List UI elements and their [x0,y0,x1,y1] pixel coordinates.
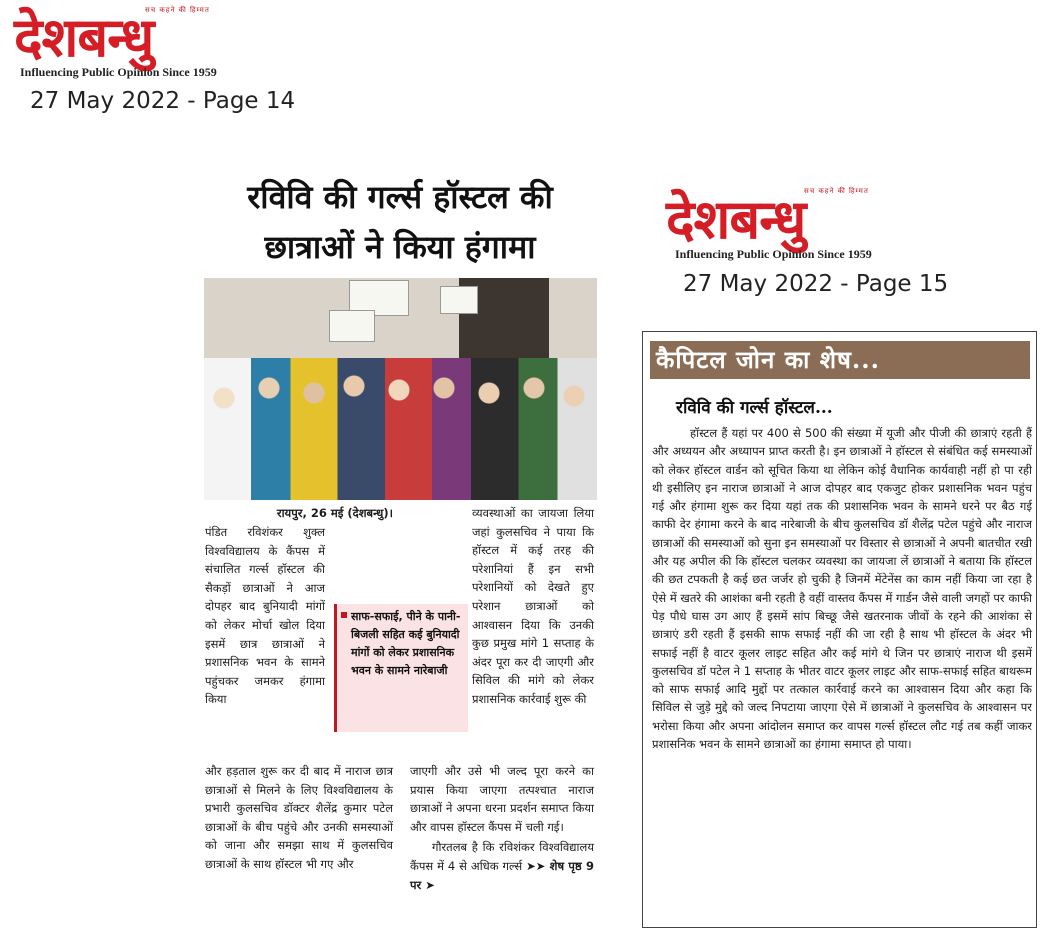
newspaper-logo: देशबन्धु [666,187,806,251]
article-paragraph: और हड़ताल शुरू कर दी बाद में नाराज छात्र छात्राओं से मिलने के लिए विश्वविद्यालय के प्रभारी कुलसचिव डॉक्टर शैलेंद्र कुमार पटेल छात्राओं के बीच पहुंचे और उनकी समस्याओं को जाना और समझा साथ में कुलसचिव छात्राओं के साथ हॉस्टल भी गए और [205,764,393,871]
headline-line: छात्राओं ने किया हंगामा [264,228,536,266]
masthead-tagline: Influencing Public Opinion Since 1959 [675,247,872,261]
masthead-tagline: Influencing Public Opinion Since 1959 [20,65,217,79]
headline-line: रविवि की गर्ल्स हॉस्टल की [247,178,553,216]
continued-on-page: ➤➤ शेष पृष्ठ 9 पर ➤ [410,858,595,892]
article-paragraph [410,838,594,894]
article-column-2-top [472,504,594,709]
article-paragraph: जाएगी और उसे भी जल्द पूरा करने का प्रयास किया जाएगा तत्पश्चात नाराज छात्राओं ने अपना धरना प्रदर्शन समाप्त किया और वापस हॉस्टल कैंपस में चली गई। [410,764,594,834]
continuation-body: हॉस्टल हैं यहां पर 400 से 500 की संख्या में यूजी और पीजी की छात्राएं रहती हैं और अध्ययन और अध्यापन प्राप्त करती है। इन छात्राओं ने हॉस्टल से संबंधित कई समस्याओं को लेकर हॉस्टल वार्डन को सूचित किया था लेकिन कोई वैधानिक कार्यवाही नहीं हो पा रही थी इसीलिए इन नाराज छात्राओं ने आज दोपहर बाद एकजुट होकर प्रशासनिक भवन पहुंच गई और हंगामा शुरू कर दिया यहां तक की प्रशासनिक भवन के सामने धरने पर बैठ गई काफी देर हंगामा करने के बाद नारेबाजी के बीच कुलसचिव डॉ शैलेंद्र पटेल पहुंचे और नाराज छात्राओं की समस्याओं को सुना इन समस्याओं पर विस्तार से छात्राओं ने अपनी बातचीत रखी और यह अपील की कि हॉस्टल चलकर व्यवस्था का जायजा लें छात्राओं ने बताया कि हॉस्टल की छत टपकती है कई छत जर्जर हो चुकी है जिनमें मेंटेनेंस का काम नहीं किया जा रहा है ऐसे में खतरे की आशंका बनी रहती है वहीं वास्तव कैंपस में गार्डन जैसे वाली जगहों पर काफी पेड़ पौधे घास उग आए हैं इसमें सांप बिच्छू जैसे खतरनाक जीवों के रहने की आशंका से छात्राएं डरी रहती हैं इसकी साफ सफाई नहीं की जा रही है साथ भी हॉस्टल के अंदर भी सफाई नहीं है वाटर कूलर लाइट सहित और कई मांगे थे जिन पर छात्राएं नाराज थी इसमें कुलसचिव डॉ पटेल ने 1 सप्ताह के भीतर वाटर कूलर लाइट और साफ-सफाई सहित बाथरूम को साफ सफाई आदि मुद्दों पर तत्काल कार्रवाई करने का आश्वासन दिया और कहा कि सिविल से जुड़े मुद्दे को जल्द निपटाया जाएगा ऐसे में छात्राओं ने कुलसचिव के आश्वासन पर भरोसा किया और अपना आंदोलन समाप्त कर वापस गर्ल्स हॉस्टल लौट गई तब कहीं जाकर प्रशासनिक भवन के सामने छात्राओं का हंगामा समाप्त हो पाया। [652,426,1032,752]
photo-placard [440,286,478,314]
article-column-1 [205,504,393,523]
article-column-1-top [205,523,325,709]
bullet-icon [341,612,347,618]
article-headline [200,172,600,272]
photo-placard [329,310,375,342]
pull-quote-callout [334,604,468,732]
newspaper-logo: देशबन्धु [14,5,154,69]
article-last-text: गौरतलब है कि रविशंकर विश्वविद्यालय कैंपस में 4 से अधिक गर्ल्स [410,840,594,873]
masthead-slogan: सच कहने की हिम्मत [145,6,210,14]
article-column-2-bottom [410,762,594,894]
photo-crowd [204,358,597,500]
section-bar-title: कैपिटल जोन का शेष... [650,341,1030,379]
article-paragraph: व्यवस्थाओं का जायजा लिया जहां कुलसचिव ने पाया कि हॉस्टल में कई तरह की परेशानियां हैं इन सभी परेशानियों को देखते हुए परेशान छात्राओं को आश्वासन दिया कि उनकी कुछ प्रमुख मांगे 1 सप्ताह के अंदर पूरा कर दी जाएगी और सिविल की मांगे को लेकर प्रशासनिक कार्रवाई शुरू की [472,506,594,706]
article-column-1-bottom [205,762,393,874]
protest-photo [204,278,597,500]
article-dateline: रायपुर, 26 मई (देशबन्धु)। [276,506,393,520]
page-date: 27 May 2022 - Page 14 [30,88,296,114]
masthead-slogan: सच कहने की हिम्मत [804,187,869,195]
callout-text: साफ-सफाई, पीने के पानी-बिजली सहित कई बुनियादी मांगों को लेकर प्रशासनिक भवन के सामने नारेबाजी [351,610,461,677]
page-date: 27 May 2022 - Page 15 [683,271,949,297]
continuation-subhead: रविवि की गर्ल्स हॉस्टल... [676,398,833,418]
article-paragraph: पंडित रविशंकर शुक्ल विश्वविद्यालय के कैंपस में संचालित गर्ल्स हॉस्टल की सैकड़ों छात्राओं ने आज दोपहर बाद बुनियादी मांगों को लेकर मोर्चा खोल दिया इसमें छात्र छात्राओं ने प्रशासनिक भवन के सामने पहुंचकर जमकर हंगामा किया [205,525,325,707]
continuation-box [642,331,1037,928]
